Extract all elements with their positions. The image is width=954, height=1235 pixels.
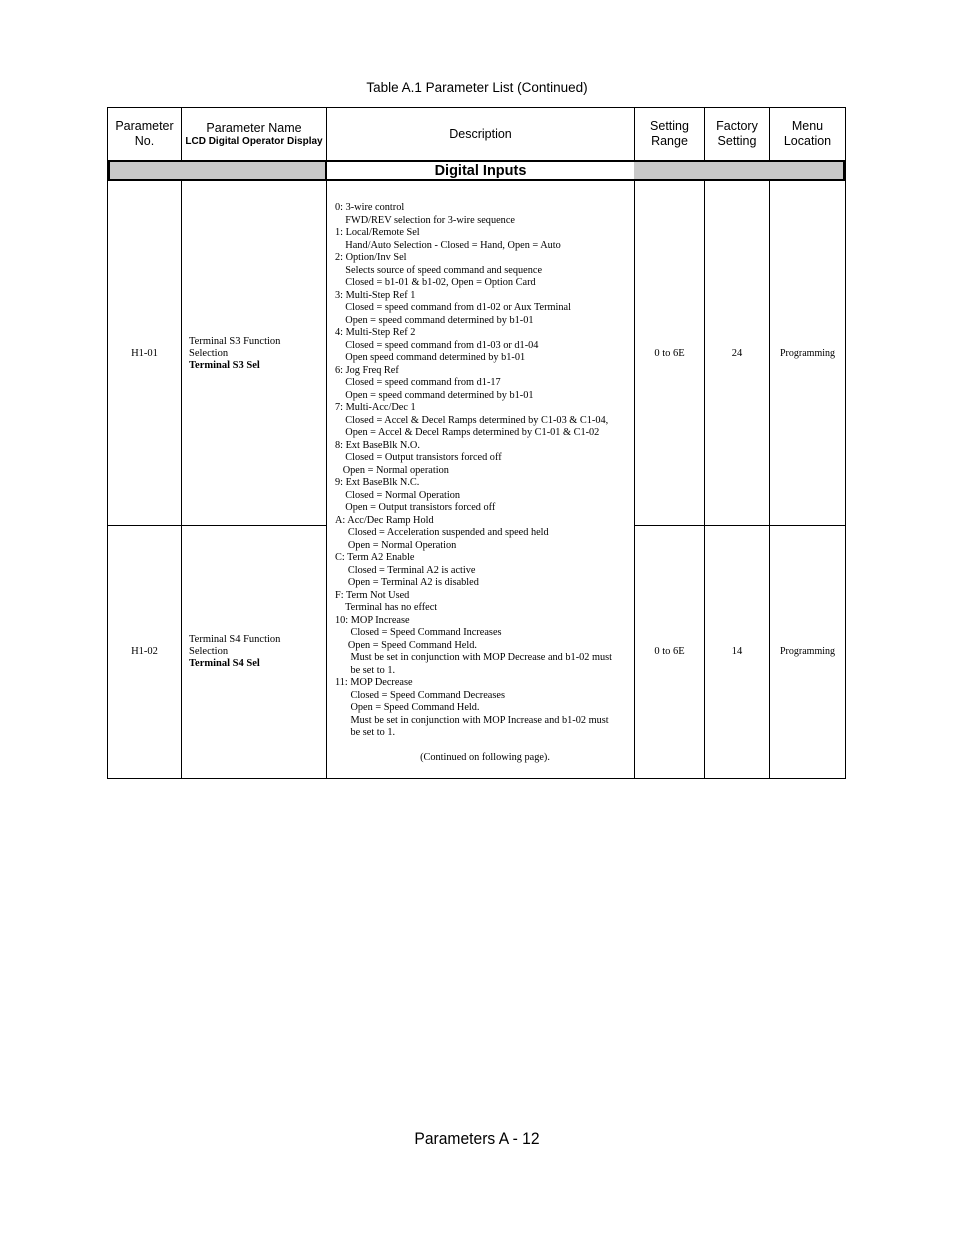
description-line: Hand/Auto Selection - Closed = Hand, Open = Auto xyxy=(335,239,561,251)
row2-setting-range: 0 to 6E xyxy=(654,646,685,657)
description-line: Closed = Normal Operation xyxy=(335,489,461,501)
description-line: Open = Normal Operation xyxy=(335,539,457,551)
description-line: Must be set in conjunction with MOP Increase and b1-02 must xyxy=(335,714,609,726)
description-line: 0: 3-wire control xyxy=(335,202,405,213)
description-line: Open = Terminal A2 is disabled xyxy=(335,577,479,588)
row1-name-line1: Terminal S3 Function xyxy=(189,336,281,347)
row1-param-name xyxy=(189,183,326,525)
header-setting-range: Setting Range xyxy=(650,119,689,148)
row2-name-line2: Selection xyxy=(189,646,229,657)
row2-param-name xyxy=(189,526,326,778)
description-line: Open = Speed Command Held. xyxy=(335,639,477,651)
description-line: Open = Speed Command Held. xyxy=(335,702,480,713)
description-text xyxy=(335,202,635,764)
description-line: be set to 1. xyxy=(335,727,396,738)
description-line: Must be set in conjunction with MOP Decrease and b1-02 must xyxy=(335,652,613,663)
description-line: 8: Ext BaseBlk N.O. xyxy=(335,439,420,451)
header-description: Description xyxy=(449,126,512,141)
parameter-table xyxy=(107,107,846,779)
header-param-name-label: Parameter Name xyxy=(206,120,302,135)
description-line: Open = Normal operation xyxy=(335,464,449,476)
description-line: Open speed command determined by b1-01 xyxy=(335,352,526,363)
description-line: Closed = speed command from d1-02 or Aux Terminal xyxy=(335,302,571,313)
description-line: Open = speed command determined by b1-01 xyxy=(335,389,534,401)
row1-factory-setting: 24 xyxy=(731,348,743,359)
description-line: Closed = speed command from d1-03 or d1-04 xyxy=(335,339,539,351)
description-line: Selects source of speed command and sequence xyxy=(335,264,543,276)
header-param-name-sub: LCD Digital Operator Display xyxy=(185,135,323,147)
col-divider xyxy=(181,108,182,778)
table-caption: Table A.1 Parameter List (Continued) xyxy=(366,80,588,95)
description-line: Closed = Speed Command Decreases xyxy=(335,689,505,701)
description-line: Closed = Accel & Decel Ramps determined by C1-03 & C1-04, xyxy=(335,414,609,426)
row2-param-no: H1-02 xyxy=(131,646,158,657)
description-line: Open = Accel & Decel Ramps determined by C1-01 & C1-02 xyxy=(335,427,600,438)
spacer xyxy=(335,740,635,752)
description-line: 2: Option/Inv Sel xyxy=(335,252,407,263)
description-line: F: Term Not Used xyxy=(335,589,410,601)
row2-menu-location: Programming xyxy=(780,646,835,657)
row1-setting-range: 0 to 6E xyxy=(654,348,685,359)
row1-display: Terminal S3 Sel xyxy=(189,360,260,371)
header-menu-location: Menu Location xyxy=(783,119,832,148)
row2-display: Terminal S4 Sel xyxy=(189,658,260,669)
description-line: Terminal has no effect xyxy=(335,602,438,613)
description-line: 6: Jog Freq Ref xyxy=(335,364,399,376)
description-line: 9: Ext BaseBlk N.C. xyxy=(335,477,420,488)
description-line: Closed = Terminal A2 is active xyxy=(335,564,476,576)
description-line: 7: Multi-Acc/Dec 1 xyxy=(335,402,416,413)
description-line: Closed = Output transistors forced off xyxy=(335,452,502,463)
header-param-no: Parameter No. xyxy=(115,119,174,148)
description-line: FWD/REV selection for 3-wire sequence xyxy=(335,214,515,226)
row1-param-no: H1-01 xyxy=(131,348,158,359)
row2-name-line1: Terminal S4 Function xyxy=(189,634,281,645)
description-line: A: Acc/Dec Ramp Hold xyxy=(335,514,434,526)
row1-menu-location: Programming xyxy=(780,348,835,359)
header-param-name xyxy=(182,108,326,160)
header-factory-setting: Factory Setting xyxy=(716,119,758,148)
description-line: be set to 1. xyxy=(335,664,396,676)
description-line: Closed = b1-01 & b1-02, Open = Option Card xyxy=(335,277,536,288)
section-title: Digital Inputs xyxy=(325,160,636,181)
row2-factory-setting: 14 xyxy=(731,646,743,657)
page-footer: Parameters A - 12 xyxy=(414,1129,540,1148)
description-line: Open = speed command determined by b1-01 xyxy=(335,314,534,326)
section-fill-left xyxy=(108,160,327,181)
section-fill-right xyxy=(634,160,845,181)
description-line: Open = Output transistors forced off xyxy=(335,502,496,513)
row1-name-line2: Selection xyxy=(189,348,229,359)
col-divider xyxy=(326,108,327,778)
description-line: 1: Local/Remote Sel xyxy=(335,227,420,238)
description-line: 10: MOP Increase xyxy=(335,614,410,626)
description-line: 4: Multi-Step Ref 2 xyxy=(335,327,416,338)
section-row xyxy=(108,160,845,181)
description-line: Closed = Acceleration suspended and speed held xyxy=(335,527,549,538)
continued-note: (Continued on following page). xyxy=(420,751,550,763)
description-line: Closed = Speed Command Increases xyxy=(335,627,502,638)
description-line: 3: Multi-Step Ref 1 xyxy=(335,289,416,301)
description-line: 11: MOP Decrease xyxy=(335,677,413,688)
description-line: Closed = speed command from d1-17 xyxy=(335,377,501,388)
description-line: C: Term A2 Enable xyxy=(335,552,415,563)
